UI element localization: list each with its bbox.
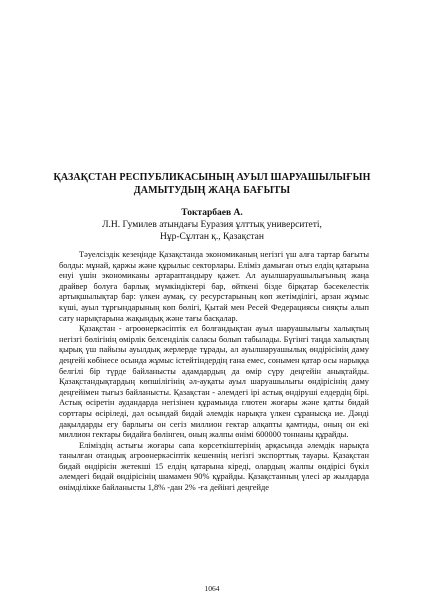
body-paragraph: Қазақстан - агроөнеркәсіптік ел болғандықтан ауыл шаруашылығы халықтың негізгі бөлігінің өмірлік белсенділік саласы болып табылады. Бүгінгі таңда халықтың қырық үш пайызы ауылдық жерлерде тұрады, ал ауылшаруашылық өндірісінің даму деңгейі көбінесе осында жұмыс істейтіндердің ғана емес, сонымен қатар осы нарыққа белгілі бір түрде байланысты адамдардың да өмір сүру деңгейін анықтайды. Қазақстандықтардың көпшілігінің әл-ауқаты ауыл шаруашылығы өндірісінің даму деңгейімен тығыз байланысты. Қазақстан - әлемдегі ірі астық өндіруші елдердің бірі. Астық өсіретін аудандарда негізінен құрамында глютен жоғары және қатты бидай сорттары өсіріледі, дәл осындай бидай әлемдік нарықта үлкен сұранысқа ие. Дәнді дақылдарды егу барлығы он сегіз миллион гектар алқапты қамтиды, оның он екі миллион гектары бидайға бөлінген, оның жалпы өнімі 600000 тоннаны құрайды. [59,324,369,440]
author-affiliation [20,219,404,243]
affiliation-line-2: Нұр-Сұлтан қ., Қазақстан [160,232,264,242]
body-paragraph: Еліміздің астығы жоғары сапа көрсеткіштерінің арқасында әлемдік нарықта танылған отандық агроөнеркәсіптік кешеннің негізгі экспорттық тауары. Қазақстан бидай өндірісін жетекші 15 елдің қатарына кіреді, олардың жалпы өндірісі бүкіл әлемдегі бидай өндірісінің шамамен 90% құрайды. Қазақстанның үлесі әр жылдарда өнімділікке байланысты 1,8% -дан 2% -ға дейінгі деңгейде [59,440,369,493]
page-number: 1064 [204,584,220,593]
title-line-1: ҚАЗАҚСТАН РЕСПУБЛИКАСЫНЫҢ АУЫЛ ШАРУАШЫЛЫҒЫН [53,172,371,183]
affiliation-line-1: Л.Н. Гумилев атындағы Еуразия ұлттық университеті, [102,220,322,230]
author-name: Токтарбаев А. [181,208,243,218]
article-title [20,171,404,197]
article-body [59,250,369,494]
title-line-2: ДАМЫТУДЫҢ ЖАҢА БАҒЫТЫ [133,185,291,196]
body-paragraph: Тәуелсіздік кезеңінде Қазақстанда экономиканың негізгі үш алға тартар бағыты болды: мұнай, қаржы және құрылыс секторлары. Еліміз дамыған отыз елдің қатарына енуі үшін экономиканы әртараптандыру қажет. Ал ауылшаруашылығының жаңа драйвер болуға барлық мүмкіндіктері бар, өйткені бізде бірқатар бәсекелестік артықшылықтар бар: үлкен аумақ, су ресурстарының көп жетімділігі, арзан жұмыс күші, ауыл тұрғындарының көп бөлігі, Қытай мен Ресей Федерациясы сияқты алып сату нарықтарына жақындық және тағы басқалар. [59,250,369,323]
